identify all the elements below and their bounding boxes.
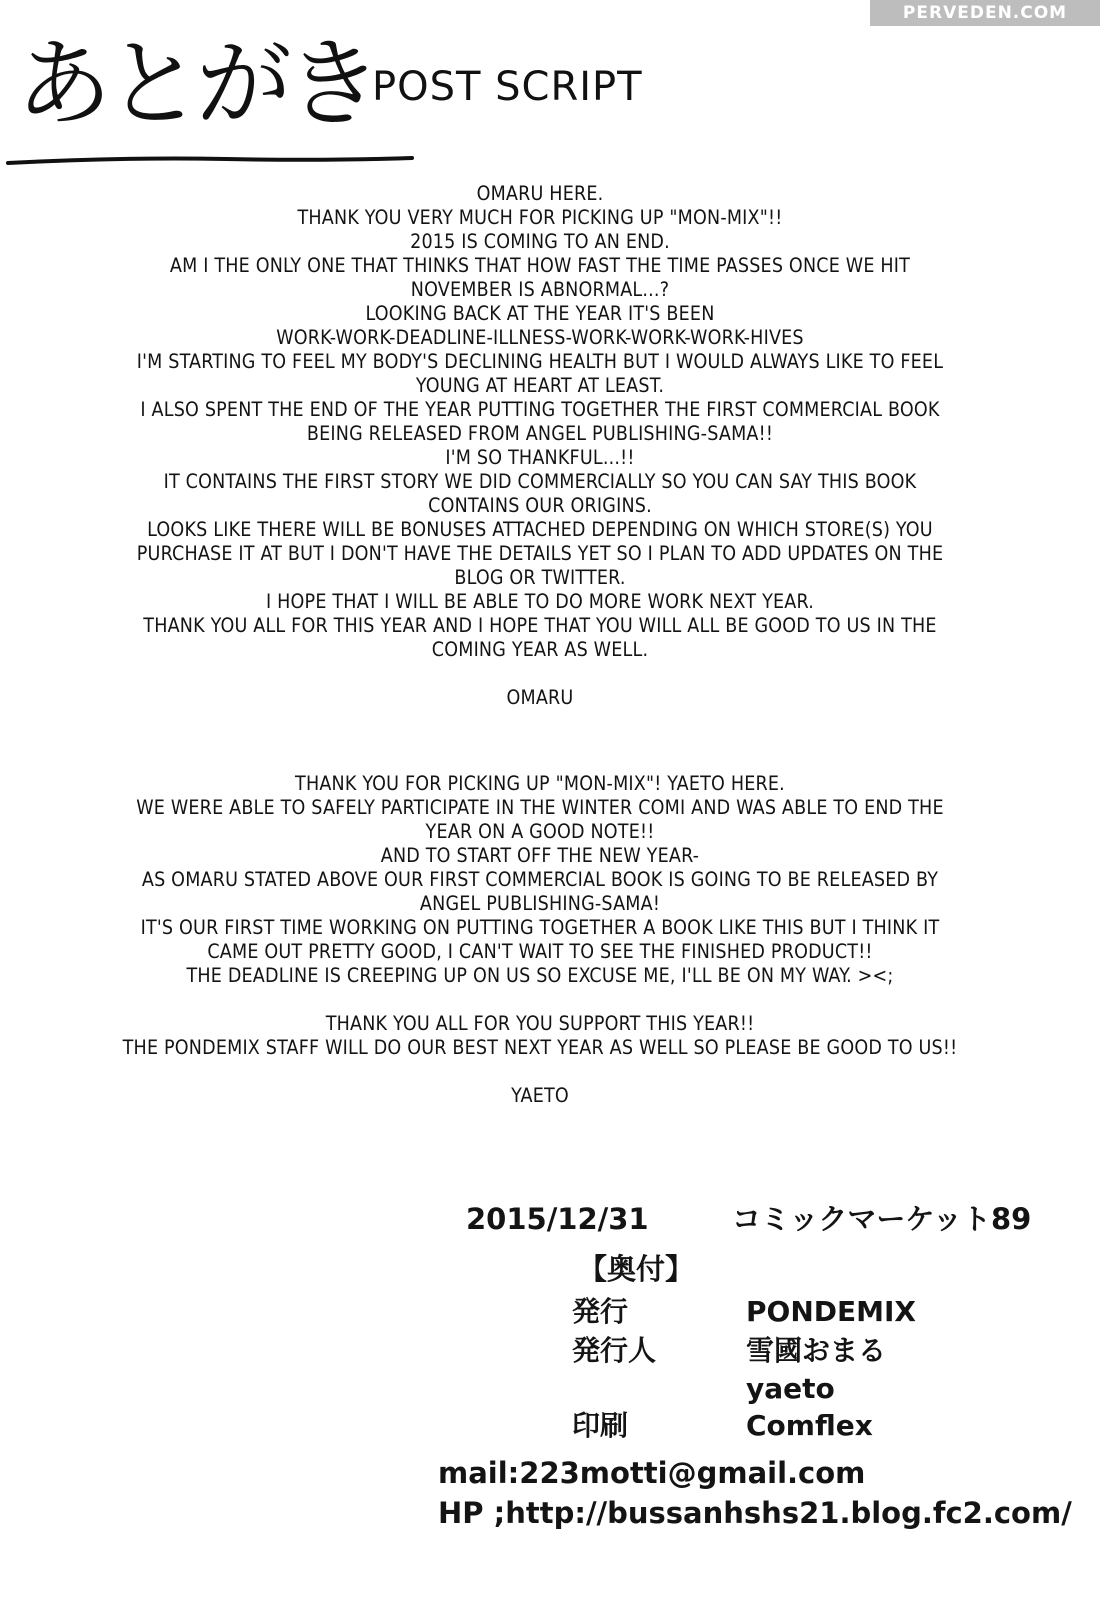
- text-line: I'M SO THANKFUL...!!: [445, 446, 635, 469]
- text-line: ANGEL PUBLISHING-SAMA!: [419, 892, 661, 915]
- row-value: 雪國おまる: [746, 1334, 887, 1367]
- row-value: PONDEMIX: [746, 1295, 916, 1328]
- text-line: AND TO START OFF THE NEW YEAR-: [380, 844, 700, 867]
- colophon-row-publisher: [572, 1293, 1072, 1331]
- row-key: 発行人: [572, 1334, 657, 1367]
- text-line: THANK YOU FOR PICKING UP "MON-MIX"! YAETO HERE.: [295, 772, 785, 795]
- omaru-afterword: [20, 182, 1060, 710]
- text-line: IT'S OUR FIRST TIME WORKING ON PUTTING TOGETHER A BOOK LIKE THIS BUT I THINK IT: [140, 916, 940, 939]
- text-line: I ALSO SPENT THE END OF THE YEAR PUTTING TOGETHER THE FIRST COMMERCIAL BOOK: [140, 398, 940, 421]
- text-line: THANK YOU ALL FOR THIS YEAR AND I HOPE THAT YOU WILL ALL BE GOOD TO US IN THE: [143, 614, 937, 637]
- text-line: BEING RELEASED FROM ANGEL PUBLISHING-SAMA!!: [306, 422, 774, 445]
- publish-date: 2015/12/31: [466, 1202, 649, 1236]
- omaru-signature: OMARU: [506, 686, 574, 709]
- event-name: コミックマーケット89: [732, 1202, 1032, 1236]
- colophon-heading: 【奥付】: [578, 1252, 695, 1286]
- yaeto-signature: YAETO: [511, 1084, 569, 1107]
- text-line: IT CONTAINS THE FIRST STORY WE DID COMMERCIALLY SO YOU CAN SAY THIS BOOK: [163, 470, 917, 493]
- row-key: 発行: [572, 1295, 629, 1328]
- text-line: BLOG OR TWITTER.: [454, 566, 626, 589]
- site-watermark: PERVEDEN.COM: [870, 0, 1100, 26]
- text-line: THANK YOU ALL FOR YOU SUPPORT THIS YEAR!!: [325, 1012, 755, 1035]
- event-line: [466, 1195, 1031, 1243]
- page-heading: [6, 24, 643, 164]
- text-line: LOOKING BACK AT THE YEAR IT'S BEEN: [365, 302, 715, 325]
- text-line: AS OMARU STATED ABOVE OUR FIRST COMMERCIAL BOOK IS GOING TO BE RELEASED BY: [141, 868, 939, 891]
- colophon-row-issuer-2: [572, 1370, 1072, 1408]
- heading-japanese: あとがき: [16, 28, 376, 140]
- text-line: YEAR ON A GOOD NOTE!!: [425, 820, 655, 843]
- colophon: [0, 1195, 1100, 1595]
- text-line: I HOPE THAT I WILL BE ABLE TO DO MORE WORK NEXT YEAR.: [266, 590, 814, 613]
- text-line: THE PONDEMIX STAFF WILL DO OUR BEST NEXT YEAR AS WELL SO PLEASE BE GOOD TO US!!: [122, 1036, 958, 1059]
- yaeto-afterword: [20, 772, 1060, 1108]
- text-line: YOUNG AT HEART AT LEAST.: [415, 374, 665, 397]
- heading-underline: [6, 156, 414, 166]
- text-line: WORK-WORK-DEADLINE-ILLNESS-WORK-WORK-WORK-HIVES: [276, 326, 804, 349]
- paragraph-gap: [20, 988, 1060, 1012]
- text-line: I'M STARTING TO FEEL MY BODY'S DECLINING HEALTH BUT I WOULD ALWAYS LIKE TO FEEL: [136, 350, 944, 373]
- colophon-row-issuer: [572, 1332, 1072, 1370]
- row-value: yaeto: [746, 1372, 835, 1405]
- text-line: THANK YOU VERY MUCH FOR PICKING UP "MON-MIX"!!: [297, 206, 783, 229]
- text-line: 2015 IS COMING TO AN END.: [410, 230, 670, 253]
- row-value: Comflex: [746, 1409, 873, 1442]
- contact-mail[interactable]: mail:223motti@gmail.com: [438, 1456, 866, 1490]
- text-line: PURCHASE IT AT BUT I DON'T HAVE THE DETAILS YET SO I PLAN TO ADD UPDATES ON THE: [136, 542, 944, 565]
- text-line: THE DEADLINE IS CREEPING UP ON US SO EXCUSE ME, I'LL BE ON MY WAY. ><;: [186, 964, 894, 987]
- text-line: NOVEMBER IS ABNORMAL...?: [410, 278, 670, 301]
- text-line: CONTAINS OUR ORIGINS.: [428, 494, 652, 517]
- contact-homepage[interactable]: HP ;http://bussanhshs21.blog.fc2.com/: [438, 1496, 1072, 1530]
- text-line: WE WERE ABLE TO SAFELY PARTICIPATE IN THE WINTER COMI AND WAS ABLE TO END THE: [136, 796, 944, 819]
- text-line: CAME OUT PRETTY GOOD, I CAN'T WAIT TO SEE THE FINISHED PRODUCT!!: [207, 940, 873, 963]
- colophon-row-printer: [572, 1407, 1072, 1445]
- text-line: AM I THE ONLY ONE THAT THINKS THAT HOW FAST THE TIME PASSES ONCE WE HIT: [169, 254, 911, 277]
- text-line: LOOKS LIKE THERE WILL BE BONUSES ATTACHED DEPENDING ON WHICH STORE(S) YOU: [147, 518, 933, 541]
- heading-english: POST SCRIPT: [372, 64, 643, 110]
- row-key: 印刷: [572, 1409, 629, 1442]
- text-line: OMARU HERE.: [476, 182, 604, 205]
- text-line: COMING YEAR AS WELL.: [431, 638, 649, 661]
